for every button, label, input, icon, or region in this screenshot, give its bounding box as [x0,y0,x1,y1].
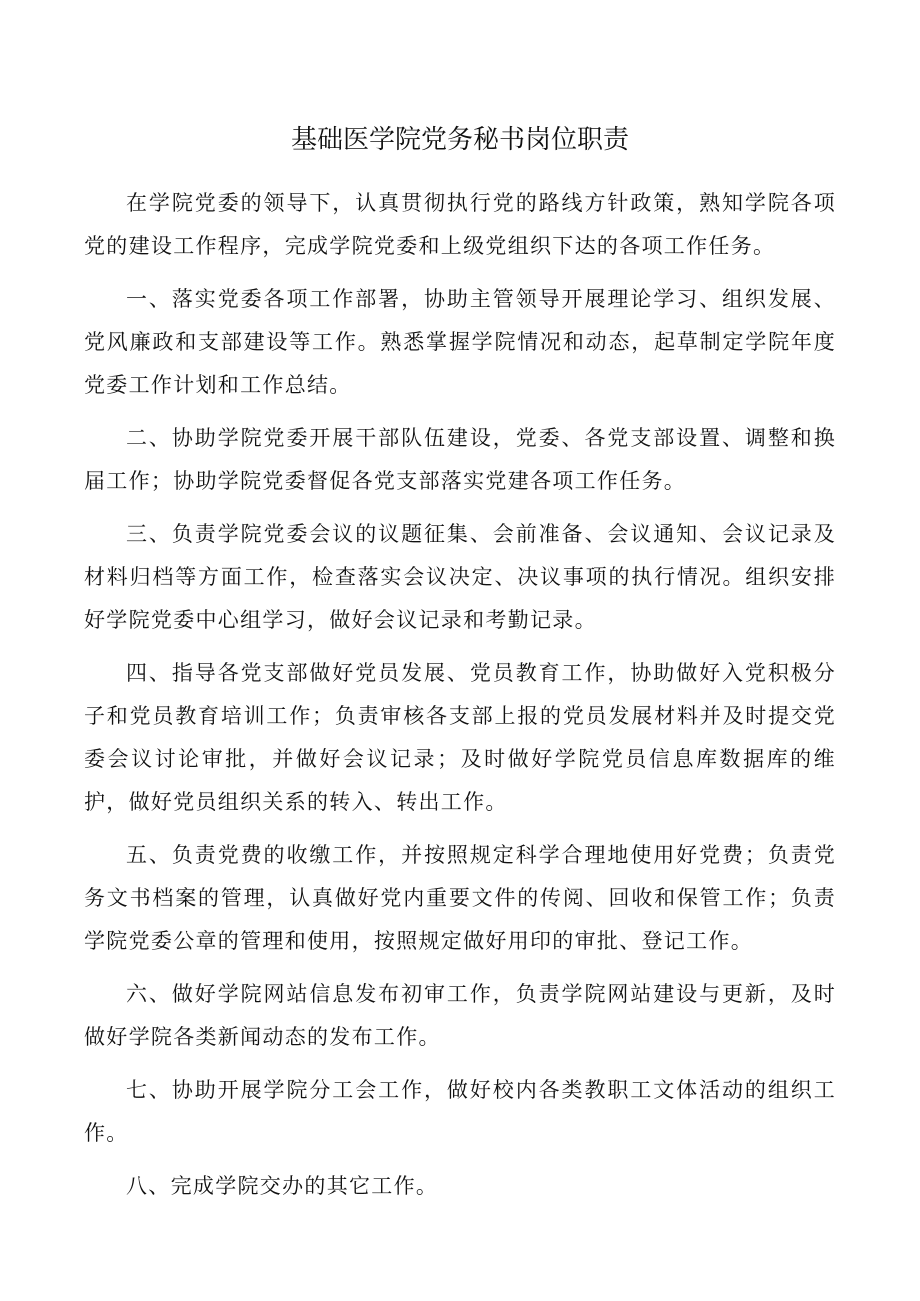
paragraph-item-2: 二、协助学院党委开展干部队伍建设，党委、各党支部设置、调整和换届工作；协助学院党委督促各党支部落实党建各项工作任务。 [84,426,836,493]
paragraph-item-7: 七、协助开展学院分工会工作，做好校内各类教职工文体活动的组织工作。 [84,1078,836,1145]
paragraph-item-4: 四、指导各党支部做好党员发展、党员教育工作，协助做好入党积极分子和党员教育培训工作；负责审核各支部上报的党员发展材料并及时提交党委会议讨论审批，并做好会议记录；及时做好学院党员信息库数据库的维护，做好党员组织关系的转入、转出工作。 [84,661,836,814]
paragraph-item-1: 一、落实党委各项工作部署，协助主管领导开展理论学习、组织发展、党风廉政和支部建设等工作。熟悉掌握学院情况和动态，起草制定学院年度党委工作计划和工作总结。 [84,287,836,397]
paragraph-item-8: 八、完成学院交办的其它工作。 [126,1174,439,1198]
paragraph-item-6: 六、做好学院网站信息发布初审工作，负责学院网站建设与更新，及时做好学院各类新闻动态的发布工作。 [84,982,836,1049]
paragraph-item-5: 五、负责党费的收缴工作，并按照规定科学合理地使用好党费；负责党务文书档案的管理，认真做好党内重要文件的传阅、回收和保管工作；负责学院党委公章的管理和使用，按照规定做好用印的审批、登记工作。 [84,843,836,953]
paragraph-intro: 在学院党委的领导下，认真贯彻执行党的路线方针政策，熟知学院各项党的建设工作程序，完成学院党委和上级党组织下达的各项工作任务。 [84,191,836,258]
paragraph-item-3: 三、负责学院党委会议的议题征集、会前准备、会议通知、会议记录及材料归档等方面工作，检查落实会议决定、决议事项的执行情况。组织安排好学院党委中心组学习，做好会议记录和考勤记录。 [84,522,836,632]
document-title: 基础医学院党务秘书岗位职责 [290,125,629,155]
